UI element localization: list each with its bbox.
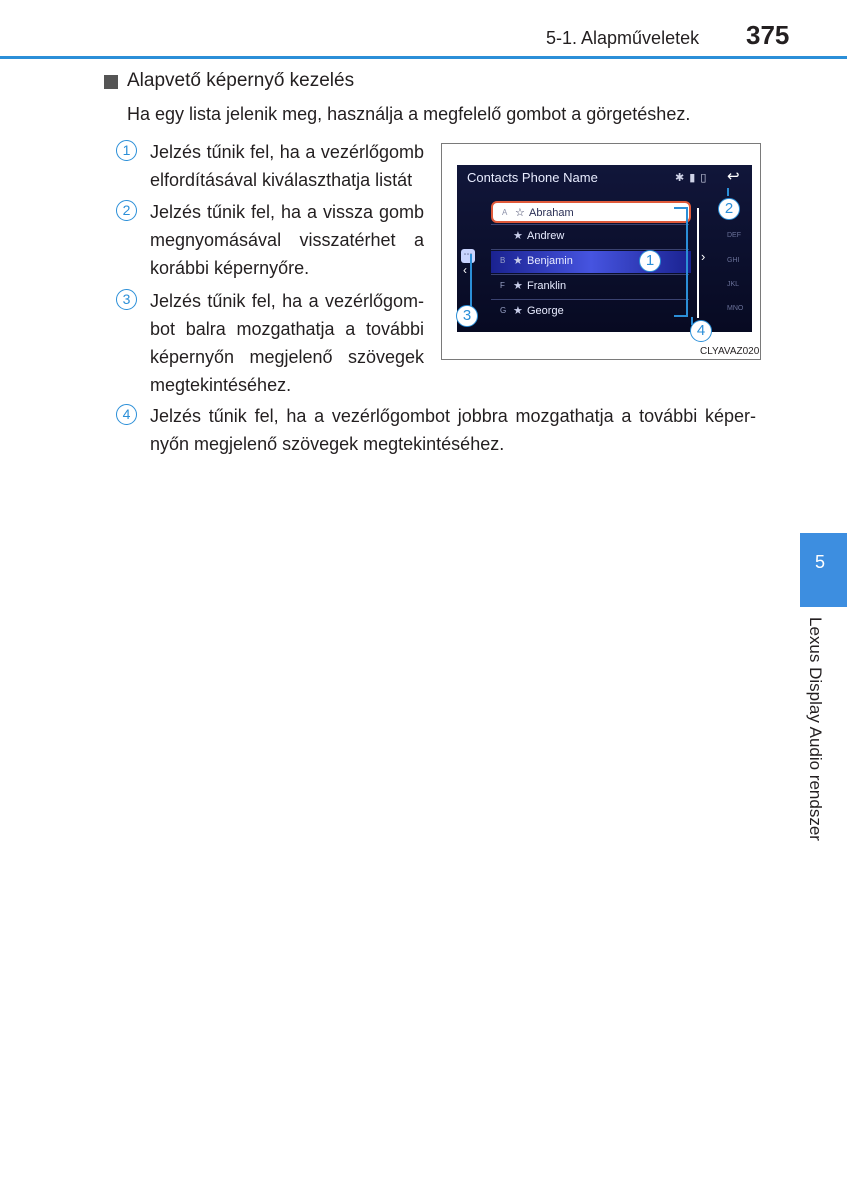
contact-name: Andrew <box>527 230 565 242</box>
callout-1: 1 <box>639 250 661 272</box>
row-divider <box>491 249 689 250</box>
list-item-3 <box>150 287 424 399</box>
callout-bracket-3 <box>468 254 472 312</box>
item-number-2: 2 <box>116 200 137 221</box>
screen-title: Contacts Phone Name <box>467 170 598 185</box>
item-number-1: 1 <box>116 140 137 161</box>
bluetooth-icon: ✱ <box>675 172 686 184</box>
chapter-label: Lexus Display Audio rendszer <box>806 617 825 841</box>
index-letter: G <box>500 306 507 315</box>
back-arrow-icon: ↩ <box>727 168 740 185</box>
contact-row-5 <box>491 301 691 323</box>
contact-name: Franklin <box>527 280 567 292</box>
scrollbar <box>697 208 699 318</box>
chevron-right-icon: › <box>701 249 706 264</box>
image-code: CLYAVAZ020 <box>700 346 760 357</box>
index-label: MNO <box>727 305 744 312</box>
star-icon: ☆ <box>515 207 525 219</box>
item-number-4: 4 <box>116 404 137 425</box>
star-icon: ★ <box>513 280 523 292</box>
status-icons <box>675 171 707 184</box>
index-letter: A <box>502 208 508 217</box>
more-options-icon: ⋯ <box>461 249 475 263</box>
screen-illustration <box>441 143 761 360</box>
index-label: JKL <box>727 281 740 288</box>
list-item-text: Jelzés tűnik fel, ha a vissza gomb megnyomásával visszatérhet a korábbi képernyőre. <box>150 202 424 278</box>
signal-icon: ▮ <box>689 172 697 184</box>
callout-4: 4 <box>690 320 712 342</box>
star-icon: ★ <box>513 255 523 267</box>
page-number: 375 <box>746 20 790 50</box>
index-letter: F <box>500 281 505 290</box>
callout-bracket-1 <box>674 207 688 317</box>
item-number-3: 3 <box>116 289 137 310</box>
callout-bracket-2 <box>727 188 729 196</box>
index-label: GHI <box>727 257 740 264</box>
index-letter: B <box>500 256 506 265</box>
contact-row-4 <box>491 276 691 298</box>
callout-3: 3 <box>456 305 478 327</box>
section-title: Alapvető képernyő kezelés <box>127 70 355 91</box>
row-divider <box>491 274 689 275</box>
header-section-title: 5-1. Alapműveletek <box>546 28 700 48</box>
chapter-number: 5 <box>814 552 825 572</box>
contact-name: George <box>527 305 564 317</box>
contact-row-1 <box>491 201 691 223</box>
contacts-screen <box>457 165 752 332</box>
list-item-text: Jelzés tűnik fel, ha a vezérlőgombot jobbra mozgathatja a további képer-nyőn megjelenő szövegek megtekintéséhez. <box>150 406 756 454</box>
list-item-2 <box>150 198 424 282</box>
row-divider <box>491 299 689 300</box>
list-item-text: Jelzés tűnik fel, ha a vezérlőgom-bot balra mozgathatja a további képernyőn megjelenő szövegek megtekintéséhez. <box>150 291 424 395</box>
list-item-4 <box>150 402 756 458</box>
section-bullet-icon <box>104 75 118 89</box>
index-label: DEF <box>727 232 741 239</box>
header-rule <box>0 56 847 59</box>
contact-row-2 <box>491 226 691 248</box>
list-item-1 <box>150 138 424 194</box>
contact-row-3 <box>491 251 691 273</box>
contact-name: Abraham <box>529 207 574 219</box>
star-icon: ★ <box>513 305 523 317</box>
chevron-left-icon: ‹ <box>463 263 467 277</box>
row-divider <box>491 224 689 225</box>
star-icon: ★ <box>513 230 523 242</box>
list-item-text: Jelzés tűnik fel, ha a vezérlőgomb elfordításával kiválaszthatja listát <box>150 142 424 190</box>
battery-icon: ▯ <box>700 172 708 184</box>
contact-name: Benjamin <box>527 255 573 267</box>
callout-2: 2 <box>718 198 740 220</box>
intro-text: Ha egy lista jelenik meg, használja a megfelelő gombot a görgetéshez. <box>127 104 691 124</box>
